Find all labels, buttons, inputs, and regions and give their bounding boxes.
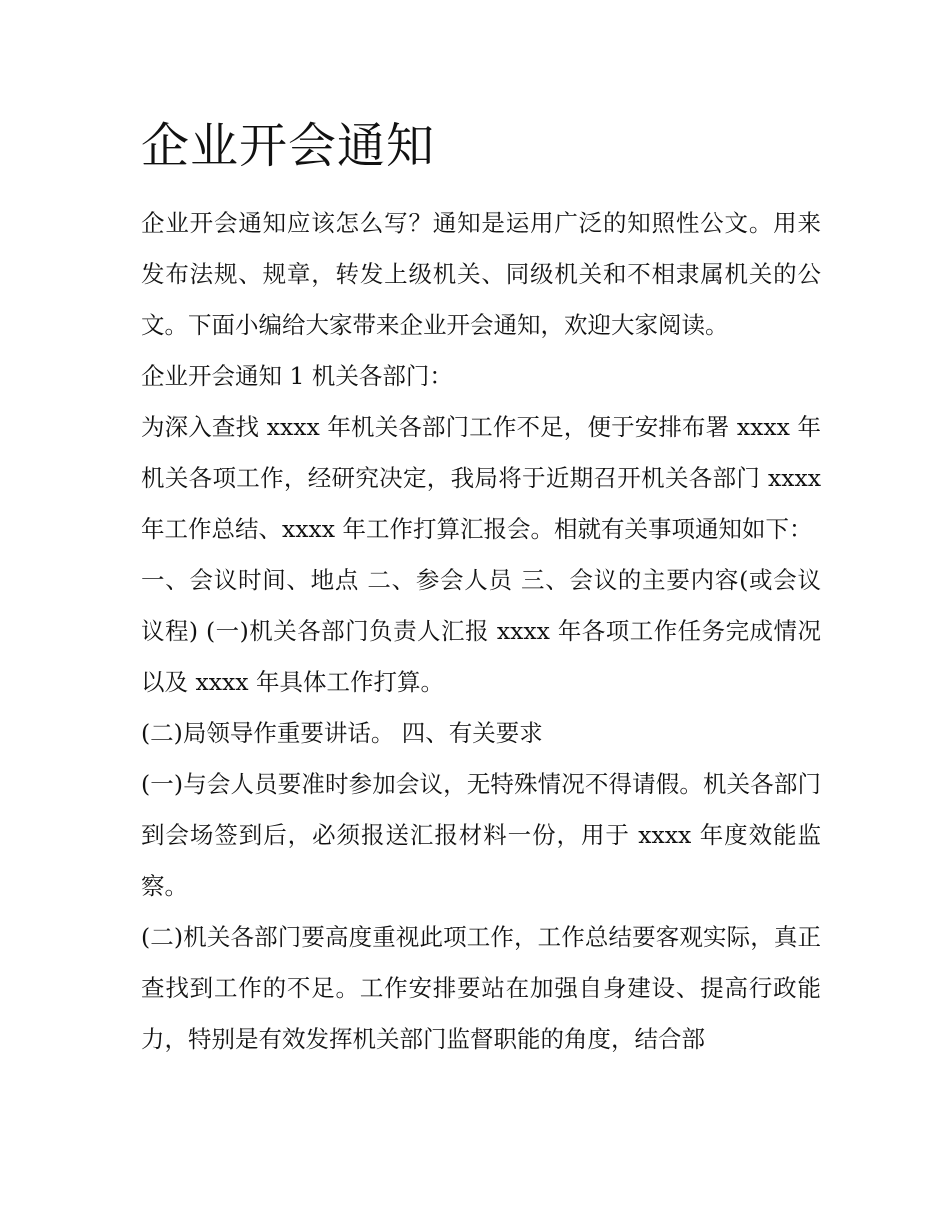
document-page xyxy=(141,112,821,1065)
intro-paragraph: 企业开会通知应该怎么写？通知是运用广泛的知照性公文。用来发布法规、规章，转发上级机关、同级机关和不相隶属机关的公文。下面小编给大家带来企业开会通知，欢迎大家阅读。 xyxy=(141,209,821,339)
document-title: 企业开会通知 xyxy=(141,118,436,174)
requirement-2-paragraph: (二)机关各部门要高度重视此项工作，工作总结要客观实际，真正查找到工作的不足。工作安排要站在加强自身建设、提高行政能力，特别是有效发挥机关部门监督职能的角度，结合部 xyxy=(141,923,821,1053)
notice-heading-paragraph: 企业开会通知 1 机关各部门： xyxy=(141,362,453,390)
speech-requirements-paragraph: (二)局领导作重要讲话。 四、有关要求 xyxy=(141,719,543,747)
purpose-paragraph: 为深入查找 xxxx 年机关各部门工作不足，便于安排布署 xxxx 年机关各项工作，经研究决定，我局将于近期召开机关各部门 xxxx 年工作总结、xxxx 年工作打算汇报会。相就有关事项通知如下： xyxy=(141,413,821,543)
document-body xyxy=(141,198,821,1065)
agenda-paragraph: 一、会议时间、地点 二、参会人员 三、会议的主要内容(或会议议程) (一)机关各部门负责人汇报 xxxx 年各项工作任务完成情况以及 xxxx 年具体工作打算。 xyxy=(141,566,821,696)
requirement-1-paragraph: (一)与会人员要准时参加会议，无特殊情况不得请假。机关各部门到会场签到后，必须报送汇报材料一份，用于 xxxx 年度效能监察。 xyxy=(141,770,821,900)
